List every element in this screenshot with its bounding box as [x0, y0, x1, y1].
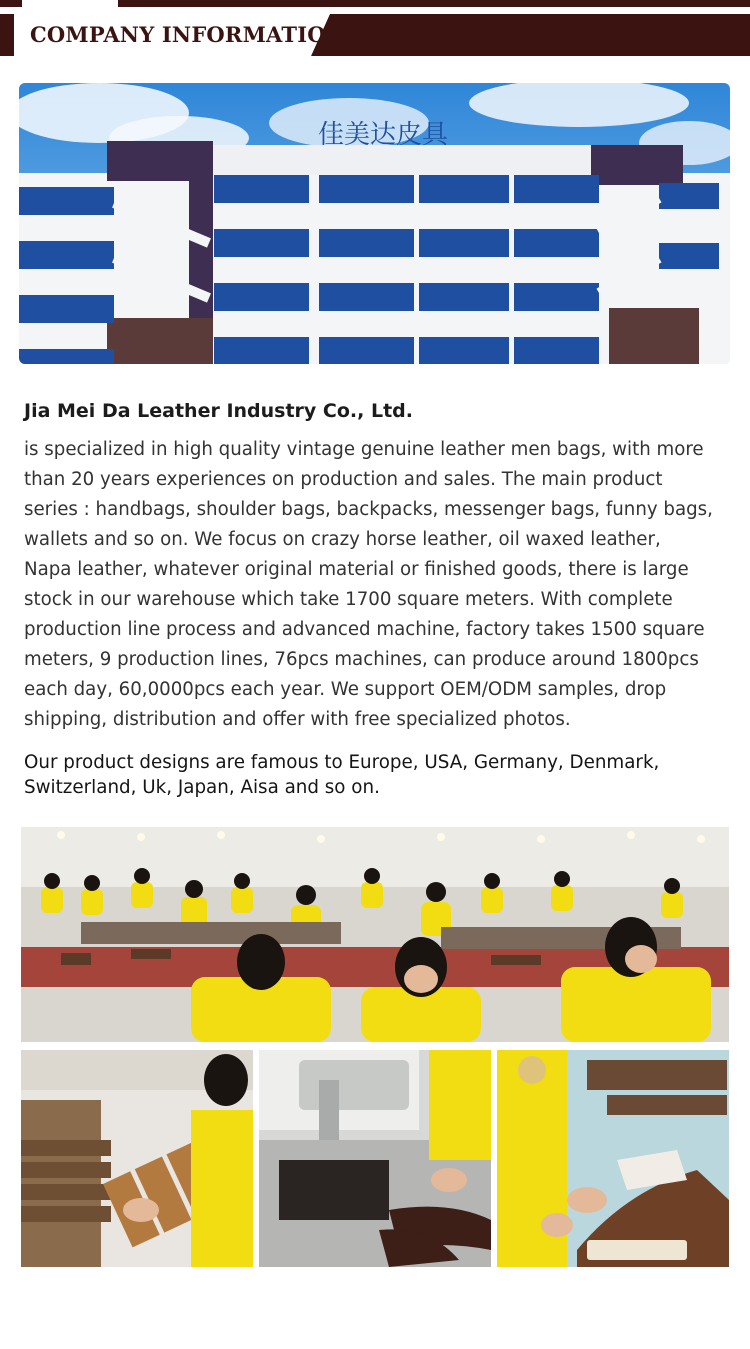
markets-statement — [24, 750, 736, 800]
leather-cutting-photo — [21, 1050, 253, 1267]
sewing-machine-photo — [259, 1050, 491, 1267]
description-line: production line process and advanced machine, factory takes 1500 square — [24, 619, 705, 640]
description-line: is specialized in high quality vintage genuine leather men bags, with more — [24, 439, 704, 460]
leather-crafting-photo — [497, 1050, 729, 1267]
description-line: shipping, distribution and offer with free specialized photos. — [24, 709, 571, 730]
factory-building-photo — [19, 83, 730, 364]
description-line: stock in our warehouse which take 1700 square meters. With complete — [24, 589, 673, 610]
company-name: Jia Mei Da Leather Industry Co., Ltd. — [24, 400, 413, 422]
building-sign: 佳美达皮具 — [317, 120, 449, 150]
description-line: wallets and so on. We focus on crazy horse leather, oil waxed leather, — [24, 529, 661, 550]
description-line: Napa leather, whatever original material or finished goods, there is large — [24, 559, 689, 580]
description-line: meters, 9 production lines, 76pcs machines, can produce around 1800pcs — [24, 649, 699, 670]
description-line: each day, 60,0000pcs each year. We support OEM/ODM samples, drop — [24, 679, 667, 700]
section-header — [0, 0, 750, 62]
markets-line: Switzerland, Uk, Japan, Aisa and so on. — [24, 777, 380, 798]
header-top-stripe — [0, 0, 750, 7]
company-description — [24, 435, 736, 735]
workshop-floor-photo — [21, 827, 729, 1042]
description-line: than 20 years experiences on production and sales. The main product — [24, 469, 663, 490]
section-title: COMPANY INFORMATION — [30, 22, 346, 47]
markets-line: Our product designs are famous to Europe, USA, Germany, Denmark, — [24, 752, 660, 773]
description-line: series : handbags, shoulder bags, backpacks, messenger bags, funny bags, — [24, 499, 713, 520]
